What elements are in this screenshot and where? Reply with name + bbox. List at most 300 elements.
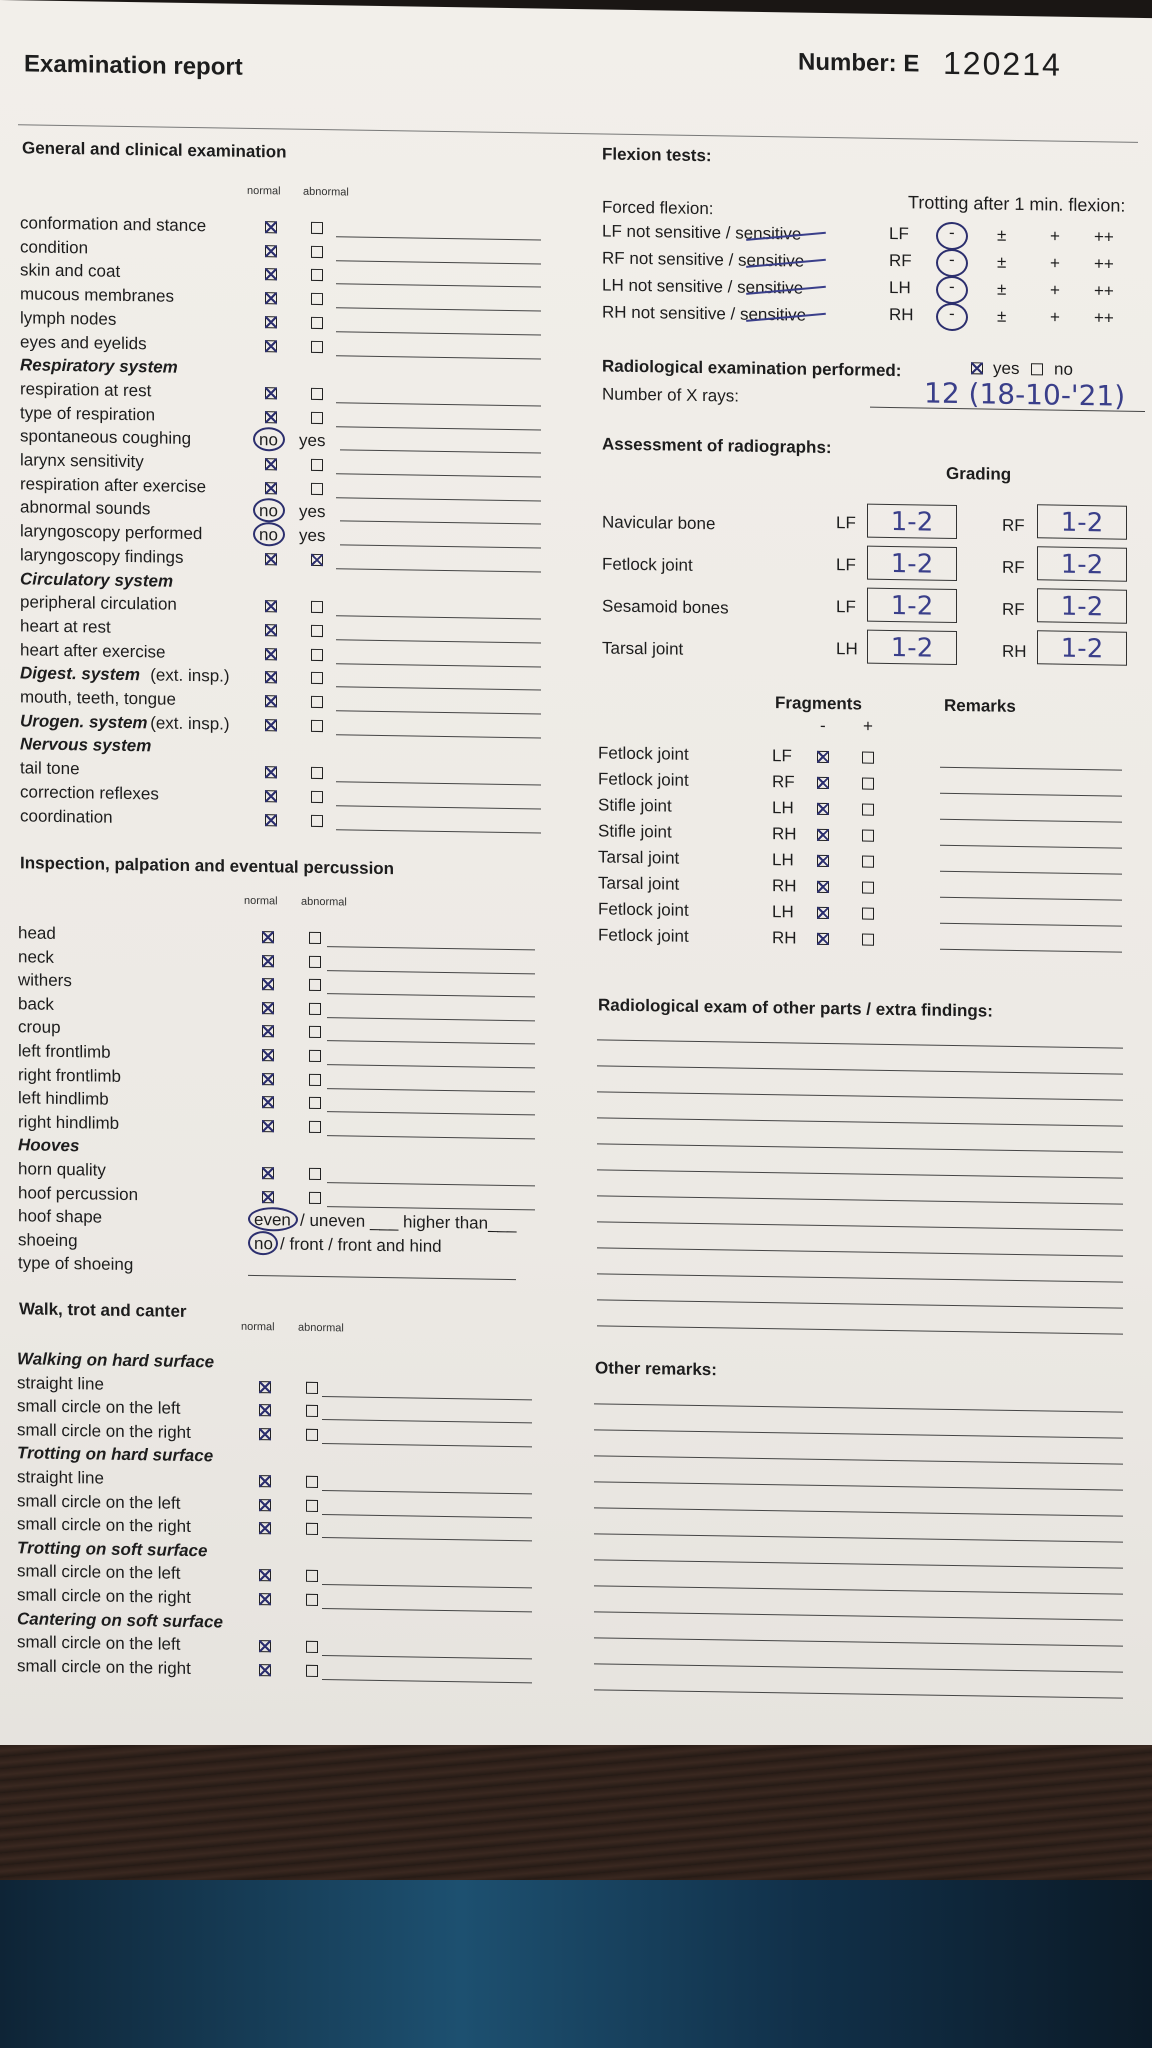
row-type-of-respiration-abnormal-checkbox[interactable] bbox=[311, 411, 323, 423]
other-remarks-line bbox=[594, 1533, 1123, 1542]
row-abnormal-sounds-no-option: no bbox=[259, 501, 278, 521]
row-eyes-and-eyelids-normal-checkbox[interactable] bbox=[265, 340, 277, 352]
row-larynx-sensitivity-abnormal-checkbox[interactable] bbox=[311, 459, 323, 471]
row-shoeing-rest-options: / front / front and hind bbox=[280, 1234, 442, 1256]
row-mouth-teeth-tongue-label: mouth, teeth, tongue bbox=[20, 687, 176, 709]
other-remarks-line bbox=[594, 1611, 1123, 1620]
row-heart-at-rest-normal-checkbox[interactable] bbox=[265, 624, 277, 636]
row-small-circle-on-the-right-normal-checkbox[interactable] bbox=[259, 1522, 271, 1534]
assessment-fetlock-joint-left-grade[interactable]: 1-2 bbox=[867, 546, 957, 581]
row-respiration-after-exercise-abnormal-checkbox[interactable] bbox=[311, 483, 323, 495]
flexion-lh-plusplus: ++ bbox=[1094, 281, 1114, 301]
row-small-circle-on-the-right-abnormal-checkbox[interactable] bbox=[306, 1665, 318, 1677]
fragment-stifle-joint-lh-remarks-line bbox=[940, 819, 1122, 823]
row-straight-line-label: straight line bbox=[17, 1467, 104, 1488]
flexion-rf-plusminus: ± bbox=[997, 252, 1007, 272]
fragment-stifle-joint-lh-plus-checkbox[interactable] bbox=[862, 804, 874, 816]
row-withers-label: withers bbox=[18, 970, 72, 991]
row-small-circle-on-the-right-label: small circle on the right bbox=[17, 1656, 191, 1678]
row-right-hindlimb-normal-checkbox[interactable] bbox=[262, 1120, 274, 1132]
fragment-fetlock-joint-rf-remarks-line bbox=[940, 793, 1122, 797]
fragment-fetlock-joint-rf-minus-checkbox[interactable] bbox=[817, 777, 829, 789]
row-laryngoscopy-findings-normal-checkbox[interactable] bbox=[265, 553, 277, 565]
row-straight-line-normal-checkbox[interactable] bbox=[259, 1475, 271, 1487]
other-remarks-line bbox=[594, 1689, 1123, 1698]
row-small-circle-on-the-left-normal-checkbox[interactable] bbox=[259, 1569, 271, 1581]
row-heart-after-exercise-normal-checkbox[interactable] bbox=[265, 648, 277, 660]
row-laryngoscopy-findings-notes-line bbox=[336, 568, 541, 572]
row-mouth-teeth-tongue-normal-checkbox[interactable] bbox=[265, 695, 277, 707]
row-left-hindlimb-label: left hindlimb bbox=[18, 1088, 109, 1109]
row-small-circle-on-the-right-abnormal-checkbox[interactable] bbox=[306, 1594, 318, 1606]
row-left-hindlimb-normal-checkbox[interactable] bbox=[262, 1096, 274, 1108]
row-conformation-and-stance-normal-checkbox[interactable] bbox=[265, 221, 277, 233]
row-conformation-and-stance-notes-line bbox=[336, 236, 541, 240]
flexion-lf-plus: + bbox=[1050, 226, 1060, 246]
fragment-fetlock-joint-rf-plus-checkbox[interactable] bbox=[862, 778, 874, 790]
row-mouth-teeth-tongue-abnormal-checkbox[interactable] bbox=[311, 696, 323, 708]
row-skin-and-coat-abnormal-checkbox[interactable] bbox=[311, 269, 323, 281]
row-urogen-system-normal-checkbox[interactable] bbox=[265, 719, 277, 731]
forced-flexion-label: Forced flexion: bbox=[602, 197, 714, 219]
fragment-stifle-joint-lh-leg: LH bbox=[772, 798, 794, 818]
assessment-fetlock-joint-label: Fetlock joint bbox=[602, 554, 693, 575]
fragment-tarsal-joint-rh-plus-checkbox[interactable] bbox=[862, 882, 874, 894]
fragment-tarsal-joint-rh-leg: RH bbox=[772, 876, 797, 896]
row-larynx-sensitivity-notes-line bbox=[336, 473, 541, 477]
row-small-circle-on-the-left-normal-checkbox[interactable] bbox=[259, 1499, 271, 1511]
row-withers-abnormal-checkbox[interactable] bbox=[309, 979, 321, 991]
row-back-notes-line bbox=[327, 1017, 535, 1021]
row-respiration-at-rest-normal-checkbox[interactable] bbox=[265, 387, 277, 399]
row-heart-after-exercise-abnormal-checkbox[interactable] bbox=[311, 648, 323, 660]
other-parts-line bbox=[597, 1039, 1123, 1048]
fragments-title: Fragments bbox=[775, 693, 862, 714]
row-conformation-and-stance-label: conformation and stance bbox=[20, 213, 207, 236]
row-right-frontlimb-label: right frontlimb bbox=[18, 1064, 121, 1086]
assessment-navicular-bone-left-leg: LF bbox=[836, 513, 856, 533]
fragment-fetlock-joint-rf-label: Fetlock joint bbox=[598, 769, 689, 790]
xrays-label: Number of X rays: bbox=[602, 384, 739, 406]
row-small-circle-on-the-left-label: small circle on the left bbox=[17, 1561, 181, 1584]
row-back-abnormal-checkbox[interactable] bbox=[309, 1003, 321, 1015]
row-left-frontlimb-notes-line bbox=[327, 1064, 535, 1068]
xrays-value: 12 (18-10-'21) bbox=[924, 376, 1126, 413]
row-mucous-membranes-label: mucous membranes bbox=[20, 284, 175, 306]
row-coordination-normal-checkbox[interactable] bbox=[265, 814, 277, 826]
row-shoeing-no-option: no bbox=[254, 1233, 273, 1254]
row-small-circle-on-the-left-abnormal-checkbox[interactable] bbox=[306, 1641, 318, 1653]
row-spontaneous-coughing-no-option: no bbox=[259, 430, 278, 450]
row-neck-abnormal-checkbox[interactable] bbox=[309, 955, 321, 967]
row-croup-notes-line bbox=[327, 1041, 535, 1045]
row-right-hindlimb-label: right hindlimb bbox=[18, 1112, 120, 1133]
row-small-circle-on-the-left-abnormal-checkbox[interactable] bbox=[306, 1499, 318, 1511]
row-small-circle-on-the-right-label: small circle on the right bbox=[17, 1514, 191, 1537]
row-digest-system-abnormal-checkbox[interactable] bbox=[311, 672, 323, 684]
row-coordination-abnormal-checkbox[interactable] bbox=[311, 814, 323, 826]
row-peripheral-circulation-notes-line bbox=[336, 615, 541, 619]
row-small-circle-on-the-left-label: small circle on the left bbox=[17, 1632, 181, 1655]
other-remarks-line bbox=[594, 1481, 1123, 1490]
row-small-circle-on-the-left-abnormal-checkbox[interactable] bbox=[306, 1570, 318, 1582]
inspection-col-normal: normal bbox=[244, 894, 278, 908]
flexion-rh-plusplus: ++ bbox=[1094, 308, 1114, 328]
fragment-stifle-joint-lh-label: Stifle joint bbox=[598, 795, 672, 816]
row-conformation-and-stance-abnormal-checkbox[interactable] bbox=[311, 222, 323, 234]
fragment-tarsal-joint-lh-minus-checkbox[interactable] bbox=[817, 855, 829, 867]
row-left-hindlimb-abnormal-checkbox[interactable] bbox=[309, 1097, 321, 1109]
row-laryngoscopy-performed-no-circle bbox=[253, 522, 285, 547]
row-withers-notes-line bbox=[327, 993, 535, 997]
row-condition-notes-line bbox=[336, 260, 541, 264]
row-digest-system-suffix: (ext. insp.) bbox=[150, 665, 230, 686]
other-parts-line bbox=[597, 1221, 1123, 1230]
fragment-fetlock-joint-lf-minus-checkbox[interactable] bbox=[817, 751, 829, 763]
row-respiration-at-rest-abnormal-checkbox[interactable] bbox=[311, 388, 323, 400]
fragment-stifle-joint-rh-leg: RH bbox=[772, 824, 797, 844]
row-lymph-nodes-notes-line bbox=[336, 331, 541, 335]
row-type-of-respiration-notes-line bbox=[336, 426, 541, 430]
flexion-rh-plus: + bbox=[1050, 307, 1060, 327]
row-abnormal-sounds-notes-line bbox=[340, 521, 541, 525]
row-tail-tone-notes-line bbox=[336, 781, 541, 785]
flexion-rh-minus: - bbox=[949, 303, 955, 323]
row-left-frontlimb-normal-checkbox[interactable] bbox=[262, 1049, 274, 1061]
row-small-circle-on-the-left-normal-checkbox[interactable] bbox=[259, 1640, 271, 1652]
row-eyes-and-eyelids-label: eyes and eyelids bbox=[20, 331, 147, 353]
row-head-normal-checkbox[interactable] bbox=[262, 931, 274, 943]
fragment-fetlock-joint-lh-remarks-line bbox=[940, 923, 1122, 927]
row-mucous-membranes-notes-line bbox=[336, 307, 541, 311]
row-trotting-on-hard-surface-heading: Trotting on hard surface bbox=[17, 1443, 214, 1466]
row-digest-system-heading: Digest. system bbox=[20, 663, 140, 685]
row-abnormal-sounds-yes-option: yes bbox=[299, 502, 326, 522]
row-spontaneous-coughing-label: spontaneous coughing bbox=[20, 426, 192, 449]
row-skin-and-coat-notes-line bbox=[336, 284, 541, 288]
fragment-fetlock-joint-lh-minus-checkbox[interactable] bbox=[817, 907, 829, 919]
row-mucous-membranes-normal-checkbox[interactable] bbox=[265, 292, 277, 304]
row-horn-quality-abnormal-checkbox[interactable] bbox=[309, 1168, 321, 1180]
report-number-value: 120214 bbox=[943, 44, 1062, 83]
radiology-no-label: no bbox=[1054, 359, 1073, 379]
row-spontaneous-coughing-yes-option: yes bbox=[299, 430, 326, 451]
row-straight-line-abnormal-checkbox[interactable] bbox=[306, 1476, 318, 1488]
assessment-tarsal-joint-left-leg: LH bbox=[836, 639, 858, 659]
row-head-abnormal-checkbox[interactable] bbox=[309, 932, 321, 944]
grading-label: Grading bbox=[946, 463, 1012, 484]
row-laryngoscopy-performed-notes-line bbox=[340, 544, 541, 548]
row-heart-after-exercise-label: heart after exercise bbox=[20, 639, 166, 662]
fragment-stifle-joint-rh-minus-checkbox[interactable] bbox=[817, 829, 829, 841]
row-small-circle-on-the-right-normal-checkbox[interactable] bbox=[259, 1593, 271, 1605]
other-parts-line bbox=[597, 1143, 1123, 1152]
row-small-circle-on-the-right-label: small circle on the right bbox=[17, 1585, 191, 1607]
row-respiratory-system-heading: Respiratory system bbox=[20, 355, 178, 377]
fragment-tarsal-joint-lh-plus-checkbox[interactable] bbox=[862, 856, 874, 868]
other-parts-line bbox=[597, 1065, 1123, 1074]
assessment-fetlock-joint-right-grade[interactable]: 1-2 bbox=[1037, 546, 1127, 581]
row-small-circle-on-the-left-abnormal-checkbox[interactable] bbox=[306, 1405, 318, 1417]
row-croup-abnormal-checkbox[interactable] bbox=[309, 1026, 321, 1038]
flexion-rf-leg: RF bbox=[889, 250, 912, 271]
assessment-sesamoid-bones-right-grade[interactable]: 1-2 bbox=[1037, 588, 1127, 623]
other-remarks-line bbox=[594, 1455, 1123, 1464]
fragment-tarsal-joint-lh-leg: LH bbox=[772, 850, 794, 870]
assessment-fetlock-joint-left-leg: LF bbox=[836, 555, 856, 575]
assessment-navicular-bone-label: Navicular bone bbox=[602, 512, 716, 534]
fragment-fetlock-joint-lh-label: Fetlock joint bbox=[598, 899, 689, 920]
row-small-circle-on-the-right-notes-line bbox=[322, 1537, 532, 1541]
row-shoeing-label: shoeing bbox=[18, 1230, 78, 1251]
flexion-rf-text: RF not sensitive / sensitive bbox=[602, 248, 805, 271]
row-straight-line-normal-checkbox[interactable] bbox=[259, 1381, 271, 1393]
row-mouth-teeth-tongue-notes-line bbox=[336, 710, 541, 714]
assessment-title: Assessment of radiographs: bbox=[602, 434, 832, 458]
row-type-of-shoeing-label: type of shoeing bbox=[18, 1253, 134, 1275]
row-small-circle-on-the-right-notes-line bbox=[322, 1443, 532, 1447]
fragment-fetlock-joint-lf-plus-checkbox[interactable] bbox=[862, 752, 874, 764]
other-parts-line bbox=[597, 1273, 1123, 1282]
row-respiration-after-exercise-notes-line bbox=[336, 497, 541, 501]
flexion-lf-minus-circle bbox=[936, 222, 968, 251]
row-small-circle-on-the-right-label: small circle on the right bbox=[17, 1420, 191, 1442]
row-urogen-system-heading: Urogen. system bbox=[20, 711, 148, 733]
radiology-performed-label: Radiological examination performed: bbox=[602, 356, 902, 381]
row-heart-at-rest-abnormal-checkbox[interactable] bbox=[311, 625, 323, 637]
row-croup-label: croup bbox=[18, 1017, 61, 1038]
row-straight-line-notes-line bbox=[322, 1490, 532, 1494]
other-parts-line bbox=[597, 1169, 1123, 1178]
row-right-frontlimb-abnormal-checkbox[interactable] bbox=[309, 1073, 321, 1085]
report-title: Examination report bbox=[24, 50, 243, 81]
row-cantering-on-soft-surface-heading: Cantering on soft surface bbox=[17, 1608, 223, 1632]
row-trotting-on-soft-surface-heading: Trotting on soft surface bbox=[17, 1538, 208, 1561]
row-left-frontlimb-abnormal-checkbox[interactable] bbox=[309, 1050, 321, 1062]
row-small-circle-on-the-left-notes-line bbox=[322, 1655, 532, 1659]
other-remarks-line bbox=[594, 1403, 1123, 1412]
row-lymph-nodes-label: lymph nodes bbox=[20, 308, 117, 329]
fragment-tarsal-joint-rh-minus-checkbox[interactable] bbox=[817, 881, 829, 893]
row-right-frontlimb-normal-checkbox[interactable] bbox=[262, 1073, 274, 1085]
row-horn-quality-normal-checkbox[interactable] bbox=[262, 1167, 274, 1179]
row-shoeing-no-circle bbox=[248, 1231, 278, 1255]
row-withers-normal-checkbox[interactable] bbox=[262, 978, 274, 990]
assessment-navicular-bone-right-grade[interactable]: 1-2 bbox=[1037, 504, 1127, 539]
row-tail-tone-abnormal-checkbox[interactable] bbox=[311, 767, 323, 779]
flexion-lf-plusminus: ± bbox=[997, 225, 1007, 245]
row-respiration-at-rest-notes-line bbox=[336, 402, 541, 406]
row-respiration-at-rest-label: respiration at rest bbox=[20, 379, 152, 401]
row-laryngoscopy-performed-no-option: no bbox=[259, 525, 278, 545]
row-skin-and-coat-normal-checkbox[interactable] bbox=[265, 269, 277, 281]
fragment-tarsal-joint-rh-label: Tarsal joint bbox=[598, 873, 680, 894]
row-small-circle-on-the-right-notes-line bbox=[322, 1679, 532, 1683]
row-small-circle-on-the-right-normal-checkbox[interactable] bbox=[259, 1428, 271, 1440]
flexion-rf-plusplus: ++ bbox=[1094, 254, 1114, 274]
row-peripheral-circulation-label: peripheral circulation bbox=[20, 592, 177, 614]
row-head-notes-line bbox=[327, 946, 535, 950]
fragment-fetlock-joint-rh-label: Fetlock joint bbox=[598, 925, 689, 946]
other-parts-line bbox=[597, 1247, 1123, 1256]
other-parts-line bbox=[597, 1299, 1123, 1308]
assessment-sesamoid-bones-left-grade[interactable]: 1-2 bbox=[867, 588, 957, 623]
row-tail-tone-normal-checkbox[interactable] bbox=[265, 766, 277, 778]
other-remarks-line bbox=[594, 1559, 1123, 1568]
row-condition-normal-checkbox[interactable] bbox=[265, 245, 277, 257]
row-correction-reflexes-label: correction reflexes bbox=[20, 782, 159, 804]
row-abnormal-sounds-label: abnormal sounds bbox=[20, 497, 151, 519]
fragment-fetlock-joint-rh-plus-checkbox[interactable] bbox=[862, 934, 874, 946]
general-col-normal: normal bbox=[247, 184, 281, 198]
row-small-circle-on-the-left-normal-checkbox[interactable] bbox=[259, 1404, 271, 1416]
assessment-navicular-bone-right-leg: RF bbox=[1002, 515, 1025, 536]
row-back-label: back bbox=[18, 994, 54, 1014]
row-small-circle-on-the-right-abnormal-checkbox[interactable] bbox=[306, 1429, 318, 1441]
row-hoof-shape-label: hoof shape bbox=[18, 1206, 103, 1227]
row-right-frontlimb-notes-line bbox=[327, 1088, 535, 1092]
radiology-yes-checkbox[interactable] bbox=[971, 362, 983, 374]
row-peripheral-circulation-abnormal-checkbox[interactable] bbox=[311, 601, 323, 613]
row-lymph-nodes-abnormal-checkbox[interactable] bbox=[311, 317, 323, 329]
fragment-fetlock-joint-lh-plus-checkbox[interactable] bbox=[862, 908, 874, 920]
row-right-hindlimb-abnormal-checkbox[interactable] bbox=[309, 1121, 321, 1133]
flexion-title: Flexion tests: bbox=[602, 144, 712, 166]
row-laryngoscopy-findings-abnormal-checkbox[interactable] bbox=[311, 554, 323, 566]
fragment-tarsal-joint-lh-remarks-line bbox=[940, 871, 1122, 875]
other-remarks-line bbox=[594, 1585, 1123, 1594]
row-digest-system-normal-checkbox[interactable] bbox=[265, 671, 277, 683]
report-number-label: Number: E bbox=[798, 48, 920, 78]
flexion-lh-plusminus: ± bbox=[997, 279, 1007, 299]
other-parts-line bbox=[597, 1195, 1123, 1204]
row-small-circle-on-the-left-label: small circle on the left bbox=[17, 1490, 181, 1513]
row-urogen-system-suffix: (ext. insp.) bbox=[150, 713, 230, 734]
assessment-navicular-bone-left-grade[interactable]: 1-2 bbox=[867, 504, 957, 539]
fragment-fetlock-joint-rh-leg: RH bbox=[772, 928, 797, 948]
walk-col-normal: normal bbox=[241, 1320, 275, 1334]
row-eyes-and-eyelids-abnormal-checkbox[interactable] bbox=[311, 340, 323, 352]
assessment-tarsal-joint-label: Tarsal joint bbox=[602, 638, 684, 659]
other-remarks-line bbox=[594, 1429, 1123, 1438]
flexion-lh-plus: + bbox=[1050, 280, 1060, 300]
fragment-stifle-joint-lh-minus-checkbox[interactable] bbox=[817, 803, 829, 815]
row-correction-reflexes-normal-checkbox[interactable] bbox=[265, 790, 277, 802]
row-heart-at-rest-notes-line bbox=[336, 639, 541, 643]
row-correction-reflexes-notes-line bbox=[336, 805, 541, 809]
general-col-abnormal: abnormal bbox=[303, 185, 349, 199]
row-straight-line-abnormal-checkbox[interactable] bbox=[306, 1381, 318, 1393]
flexion-lf-text: LF not sensitive / sensitive bbox=[602, 221, 802, 244]
flexion-rf-minus: - bbox=[949, 249, 955, 269]
fragment-fetlock-joint-lh-leg: LH bbox=[772, 902, 794, 922]
other-remarks-line bbox=[594, 1637, 1123, 1646]
assessment-sesamoid-bones-left-leg: LF bbox=[836, 597, 856, 617]
row-croup-normal-checkbox[interactable] bbox=[262, 1026, 274, 1038]
inspection-title: Inspection, palpation and eventual percussion bbox=[20, 853, 395, 879]
row-hoof-percussion-normal-checkbox[interactable] bbox=[262, 1191, 274, 1203]
row-abnormal-sounds-no-circle bbox=[253, 498, 285, 523]
row-hooves-heading: Hooves bbox=[18, 1135, 80, 1156]
row-nervous-system-heading: Nervous system bbox=[20, 734, 152, 756]
fragment-tarsal-joint-rh-remarks-line bbox=[940, 897, 1122, 901]
fragment-fetlock-joint-lf-label: Fetlock joint bbox=[598, 743, 689, 764]
fragment-stifle-joint-rh-label: Stifle joint bbox=[598, 821, 672, 842]
row-lymph-nodes-normal-checkbox[interactable] bbox=[265, 316, 277, 328]
row-small-circle-on-the-right-abnormal-checkbox[interactable] bbox=[306, 1523, 318, 1535]
row-peripheral-circulation-normal-checkbox[interactable] bbox=[265, 600, 277, 612]
assessment-tarsal-joint-right-leg: RH bbox=[1002, 641, 1027, 662]
row-left-hindlimb-notes-line bbox=[327, 1111, 535, 1115]
inspection-col-abnormal: abnormal bbox=[301, 895, 347, 909]
row-larynx-sensitivity-label: larynx sensitivity bbox=[20, 450, 144, 472]
walk-title: Walk, trot and canter bbox=[19, 1299, 187, 1321]
row-urogen-system-notes-line bbox=[336, 734, 541, 738]
remarks-title: Remarks bbox=[944, 695, 1016, 716]
row-walking-on-hard-surface-heading: Walking on hard surface bbox=[17, 1349, 215, 1372]
assessment-sesamoid-bones-right-leg: RF bbox=[1002, 599, 1025, 620]
flexion-rh-plusminus: ± bbox=[997, 306, 1007, 326]
fragment-fetlock-joint-lf-leg: LF bbox=[772, 746, 792, 766]
row-back-normal-checkbox[interactable] bbox=[262, 1002, 274, 1014]
row-neck-normal-checkbox[interactable] bbox=[262, 955, 274, 967]
row-horn-quality-notes-line bbox=[327, 1182, 535, 1186]
assessment-tarsal-joint-right-grade[interactable]: 1-2 bbox=[1037, 630, 1127, 665]
row-hoof-percussion-notes-line bbox=[327, 1206, 535, 1210]
fragments-plus-header: + bbox=[863, 716, 873, 736]
fragment-stifle-joint-rh-plus-checkbox[interactable] bbox=[862, 830, 874, 842]
fragment-fetlock-joint-lf-remarks-line bbox=[940, 767, 1122, 771]
other-remarks-title: Other remarks: bbox=[595, 1358, 717, 1380]
flexion-rh-minus-circle bbox=[936, 303, 968, 332]
row-heart-after-exercise-notes-line bbox=[336, 663, 541, 667]
row-condition-abnormal-checkbox[interactable] bbox=[311, 246, 323, 258]
row-hoof-percussion-abnormal-checkbox[interactable] bbox=[309, 1191, 321, 1203]
row-larynx-sensitivity-normal-checkbox[interactable] bbox=[265, 458, 277, 470]
row-spontaneous-coughing-notes-line bbox=[340, 450, 541, 454]
row-type-of-respiration-normal-checkbox[interactable] bbox=[265, 411, 277, 423]
row-condition-label: condition bbox=[20, 237, 89, 258]
fragment-fetlock-joint-rh-remarks-line bbox=[940, 949, 1122, 953]
other-remarks-line bbox=[594, 1507, 1123, 1516]
row-left-frontlimb-label: left frontlimb bbox=[18, 1041, 111, 1062]
assessment-fetlock-joint-right-leg: RF bbox=[1002, 557, 1025, 578]
flexion-rf-minus-circle bbox=[936, 249, 968, 278]
fragments-minus-header: - bbox=[820, 715, 826, 735]
radiology-no-checkbox[interactable] bbox=[1031, 363, 1043, 375]
fragment-stifle-joint-rh-remarks-line bbox=[940, 845, 1122, 849]
row-heart-at-rest-label: heart at rest bbox=[20, 616, 111, 637]
row-small-circle-on-the-right-notes-line bbox=[322, 1608, 532, 1612]
row-urogen-system-abnormal-checkbox[interactable] bbox=[311, 720, 323, 732]
row-small-circle-on-the-left-notes-line bbox=[322, 1514, 532, 1518]
row-small-circle-on-the-left-label: small circle on the left bbox=[17, 1396, 181, 1419]
row-digest-system-notes-line bbox=[336, 687, 541, 691]
row-mucous-membranes-abnormal-checkbox[interactable] bbox=[311, 293, 323, 305]
assessment-tarsal-joint-left-grade[interactable]: 1-2 bbox=[867, 630, 957, 665]
flexion-lh-minus: - bbox=[949, 276, 955, 296]
row-correction-reflexes-abnormal-checkbox[interactable] bbox=[311, 791, 323, 803]
row-laryngoscopy-findings-label: laryngoscopy findings bbox=[20, 545, 184, 567]
row-small-circle-on-the-right-normal-checkbox[interactable] bbox=[259, 1664, 271, 1676]
flexion-lf-plusplus: ++ bbox=[1094, 227, 1114, 247]
row-laryngoscopy-performed-label: laryngoscopy performed bbox=[20, 521, 203, 544]
fragment-fetlock-joint-rh-minus-checkbox[interactable] bbox=[817, 933, 829, 945]
row-coordination-label: coordination bbox=[20, 805, 113, 827]
other-parts-line bbox=[597, 1325, 1123, 1334]
row-tail-tone-label: tail tone bbox=[20, 758, 80, 779]
row-respiration-after-exercise-normal-checkbox[interactable] bbox=[265, 482, 277, 494]
